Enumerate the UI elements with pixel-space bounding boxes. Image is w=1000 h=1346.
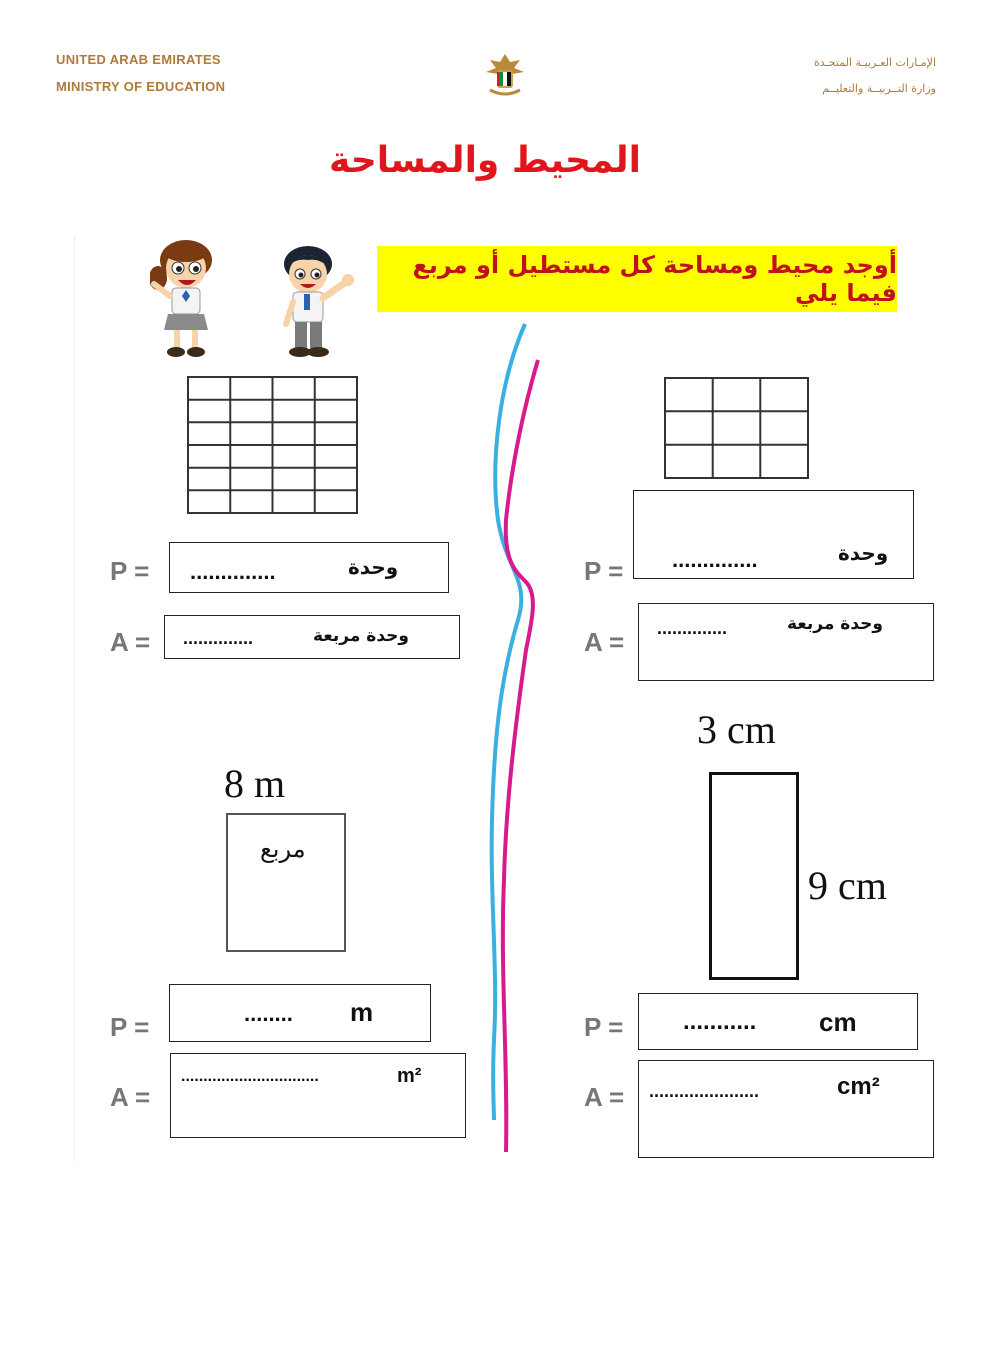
- q1-p-answer-box[interactable]: [169, 542, 449, 593]
- q4-p-unit: cm: [819, 1007, 857, 1037]
- q3-p-unit: m: [350, 997, 374, 1027]
- header-english-line2: MINISTRY OF EDUCATION: [56, 79, 226, 94]
- q2-p-label: P =: [584, 556, 624, 586]
- q4-p-dots: ...........: [683, 1008, 757, 1035]
- header-english-line1: UNITED ARAB EMIRATES: [56, 52, 221, 67]
- q4-height-label: 9 cm: [808, 863, 887, 908]
- q2-a-answer-box[interactable]: [638, 603, 934, 681]
- q3-p-dots: ........: [244, 1001, 293, 1026]
- q3-a-answer-box[interactable]: [170, 1053, 466, 1138]
- q4-a-dots: ......................: [649, 1081, 760, 1101]
- q1-p-label: P =: [110, 556, 150, 586]
- q2-p-unit: وحدة: [838, 541, 889, 565]
- q4-p-answer-box[interactable]: [638, 993, 918, 1050]
- instruction-text: أوجد محيط ومساحة كل مستطيل أو مربع فيما يلي: [412, 251, 897, 307]
- q2-p-answer-box[interactable]: [633, 490, 914, 579]
- page-title: المحيط والمساحة: [328, 140, 641, 181]
- q1-a-label: A =: [110, 627, 151, 657]
- q3-a-unit: m²: [397, 1065, 422, 1087]
- divider-lines: [470, 320, 560, 1160]
- page-edge-line: [74, 236, 75, 1161]
- q3-a-label: A =: [110, 1082, 151, 1112]
- q2-a-label: A =: [584, 627, 625, 657]
- uae-emblem-icon: [480, 50, 530, 98]
- grid-left-shape: [187, 376, 358, 514]
- q3-a-dots: ...............................: [181, 1068, 319, 1085]
- header-arabic-line2: وزارة التــربيــة والتعليــم: [822, 82, 936, 95]
- q2-p-dots: ..............: [672, 547, 758, 572]
- q4-width-label: 3 cm: [697, 707, 776, 752]
- grid-right-shape: [664, 377, 809, 479]
- q3-p-answer-box[interactable]: [169, 984, 431, 1042]
- header-arabic-line1: الإمـارات العـربيـة المتحـدة: [814, 56, 936, 69]
- q3-p-label: P =: [110, 1012, 150, 1042]
- q1-p-unit: وحدة: [348, 555, 399, 579]
- q3-side-label: 8 m: [224, 761, 286, 806]
- q2-a-dots: ..............: [657, 618, 728, 638]
- q4-p-label: P =: [584, 1012, 624, 1042]
- q4-rectangle-shape: [709, 772, 799, 980]
- q3-shape-label: مربع: [260, 835, 306, 863]
- q1-a-answer-box[interactable]: [164, 615, 460, 659]
- q1-p-dots: ..............: [190, 559, 276, 584]
- q4-a-answer-box[interactable]: [638, 1060, 934, 1158]
- kids-illustration: [150, 238, 370, 362]
- instruction-banner: [377, 246, 897, 312]
- q2-a-unit: وحدة مربعة: [787, 614, 883, 634]
- q1-a-unit: وحدة مربعة: [313, 626, 409, 646]
- q1-a-dots: ..............: [183, 628, 254, 648]
- q3-square-shape: [226, 813, 346, 952]
- q4-a-label: A =: [584, 1082, 625, 1112]
- q4-a-unit: cm²: [837, 1073, 880, 1100]
